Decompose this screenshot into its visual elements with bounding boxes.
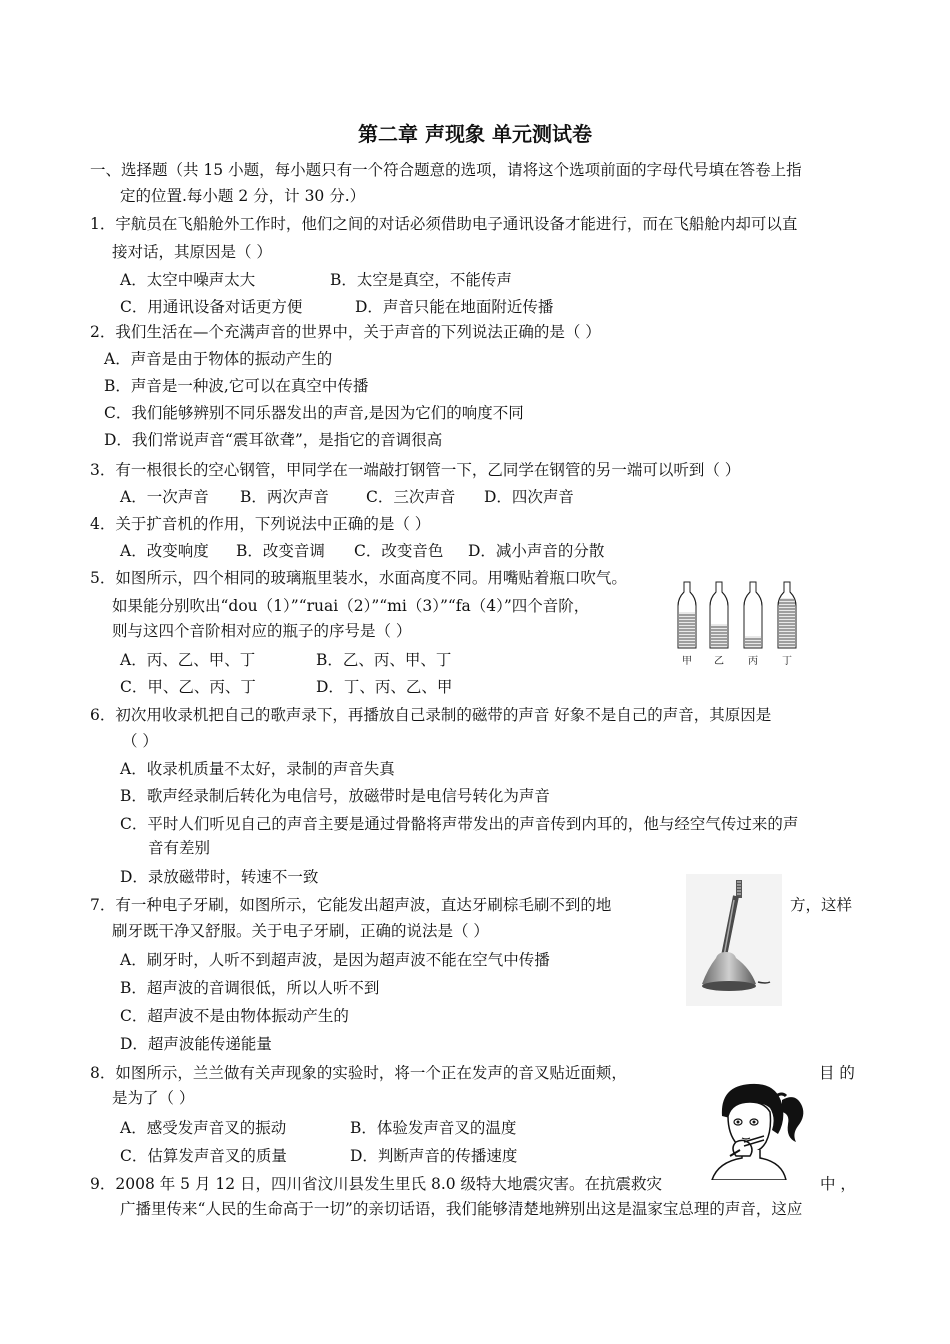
q4-option-d: D．减小声音的分散	[468, 542, 605, 560]
bottle-bing	[744, 582, 762, 648]
q5-stem-line3: 则与这四个音阶相对应的瓶子的序号是（ ）	[112, 622, 412, 640]
q5-option-d: D．丁、丙、乙、甲	[316, 678, 453, 696]
q8-option-a: A．感受发声音叉的振动	[120, 1119, 287, 1137]
q7-option-c: C．超声波不是由物体振动产生的	[120, 1007, 349, 1025]
q7-option-b: B．超声波的音调很低，所以人听不到	[120, 979, 380, 997]
q1-stem-line1: 1．宇航员在飞船舱外工作时，他们之间的对话必须借助电子通讯设备才能进行，而在飞船舱内却可以直	[90, 215, 798, 233]
q5-stem-line1: 5．如图所示，四个相同的玻璃瓶里装水，水面高度不同。用嘴贴着瓶口吹气。	[90, 569, 627, 587]
section-header-line1: 一、选择题（共 15 小题，每小题只有一个符合题意的选项，请将这个选项前面的字母代号填在答卷上指	[90, 161, 802, 179]
q5-option-a: A．丙、乙、甲、丁	[120, 651, 256, 669]
q8-stem-line2: 是为了（ ）	[112, 1089, 195, 1107]
bottles-figure	[672, 578, 808, 670]
section-header-line2: 定的位置.每小题 2 分，计 30 分.）	[120, 187, 366, 205]
q3-option-b: B．两次声音	[240, 488, 329, 506]
q4-option-b: B．改变音调	[236, 542, 325, 560]
q3-option-d: D．四次声音	[484, 488, 574, 506]
q6-option-b: B．歌声经录制后转化为电信号，放磁带时是电信号转化为声音	[120, 787, 550, 805]
q7-stem-line1a: 7．有一种电子牙刷，如图所示，它能发出超声波，直达牙刷棕毛刷不到的地	[90, 896, 612, 914]
q7-stem-line2: 刷牙既干净又舒服。关于电子牙刷，正确的说法是（ ）	[112, 922, 489, 940]
q3-stem: 3．有一根很长的空心钢管，甲同学在一端敲打钢管一下，乙同学在钢管的另一端可以听到（ ）	[90, 461, 741, 479]
bottle-label-jia: 甲	[682, 656, 692, 667]
q6-option-d: D．录放磁带时，转速不一致	[120, 868, 319, 886]
q2-option-b: B．声音是一种波,它可以在真空中传播	[104, 377, 369, 395]
q8-option-b: B．体验发声音叉的温度	[350, 1119, 517, 1137]
q8-stem-line1b: 目 的	[819, 1064, 855, 1082]
q4-stem: 4．关于扩音机的作用，下列说法中正确的是（ ）	[90, 515, 431, 533]
bottle-jia	[678, 582, 696, 648]
q6-stem-line2: （ ）	[122, 732, 158, 750]
q1-option-b: B．太空是真空，不能传声	[330, 271, 512, 289]
q2-stem: 2．我们生活在—个充满声音的世界中，关于声音的下列说法正确的是（ ）	[90, 323, 601, 341]
q5-stem-line2: 如果能分别吹出“dou（1）”“ruai（2）”“mi（3）”“fa（4）”四个音阶，	[112, 597, 590, 615]
toothbrush-figure	[686, 874, 782, 1006]
q7-option-d: D．超声波能传递能量	[120, 1035, 272, 1053]
q8-stem-line1a: 8．如图所示，兰兰做有关声现象的实验时，将一个正在发声的音叉贴近面颊，	[90, 1064, 627, 1082]
q9-stem-line2: 广播里传来“人民的生命高于一切”的亲切话语，我们能够清楚地辨别出这是温家宝总理的声音，这应	[120, 1200, 803, 1218]
q1-option-c: C．用通讯设备对话更方便	[120, 298, 303, 316]
bottle-label-bing: 丙	[748, 656, 758, 667]
q2-option-c: C．我们能够辨别不同乐器发出的声音,是因为它们的响度不同	[104, 404, 524, 422]
q9-stem-line1a: 9．2008 年 5 月 12 日，四川省汶川县发生里氏 8.0 级特大地震灾害。在抗震救灾	[90, 1175, 663, 1193]
q6-option-c-line1: C．平时人们听见自己的声音主要是通过骨骼将声带发出的声音传到内耳的，他与经空气传过来的声	[120, 815, 799, 833]
q6-stem-line1: 6．初次用收录机把自己的歌声录下，再播放自己录制的磁带的声音 好象不是自己的声音，其原因是	[90, 706, 772, 724]
bottle-label-ding: 丁	[782, 656, 792, 667]
q2-option-a: A．声音是由于物体的振动产生的	[104, 350, 333, 368]
q4-option-a: A．改变响度	[120, 542, 209, 560]
q7-stem-line1b: 方，这样	[790, 896, 853, 914]
girl-tuning-fork-figure	[702, 1076, 810, 1180]
q4-option-c: C．改变音色	[354, 542, 444, 560]
q2-option-d: D．我们常说声音“震耳欲聋”，是指它的音调很高	[104, 431, 443, 449]
q3-option-c: C．三次声音	[366, 488, 456, 506]
q1-stem-line2: 接对话，其原因是（ ）	[112, 243, 272, 261]
q7-option-a: A．刷牙时，人听不到超声波，是因为超声波不能在空气中传播	[120, 951, 550, 969]
q1-option-d: D．声音只能在地面附近传播	[355, 298, 554, 316]
bottle-ding	[778, 582, 796, 648]
q8-option-d: D．判断声音的传播速度	[350, 1147, 518, 1165]
q5-option-b: B．乙、丙、甲、丁	[316, 651, 452, 669]
bottle-label-yi: 乙	[714, 656, 724, 667]
q3-option-a: A．一次声音	[120, 488, 209, 506]
q9-stem-line1b: 中 ，	[820, 1175, 856, 1193]
q6-option-c-line2: 音有差别	[148, 839, 211, 857]
q8-option-c: C．估算发声音叉的质量	[120, 1147, 287, 1165]
q5-option-c: C．甲、乙、丙、丁	[120, 678, 256, 696]
bottle-yi	[710, 582, 728, 648]
q1-option-a: A．太空中噪声太大	[120, 271, 256, 289]
q6-option-a: A．收录机质量不太好，录制的声音失真	[120, 760, 395, 778]
page-title: 第二章 声现象 单元测试卷	[358, 122, 592, 146]
